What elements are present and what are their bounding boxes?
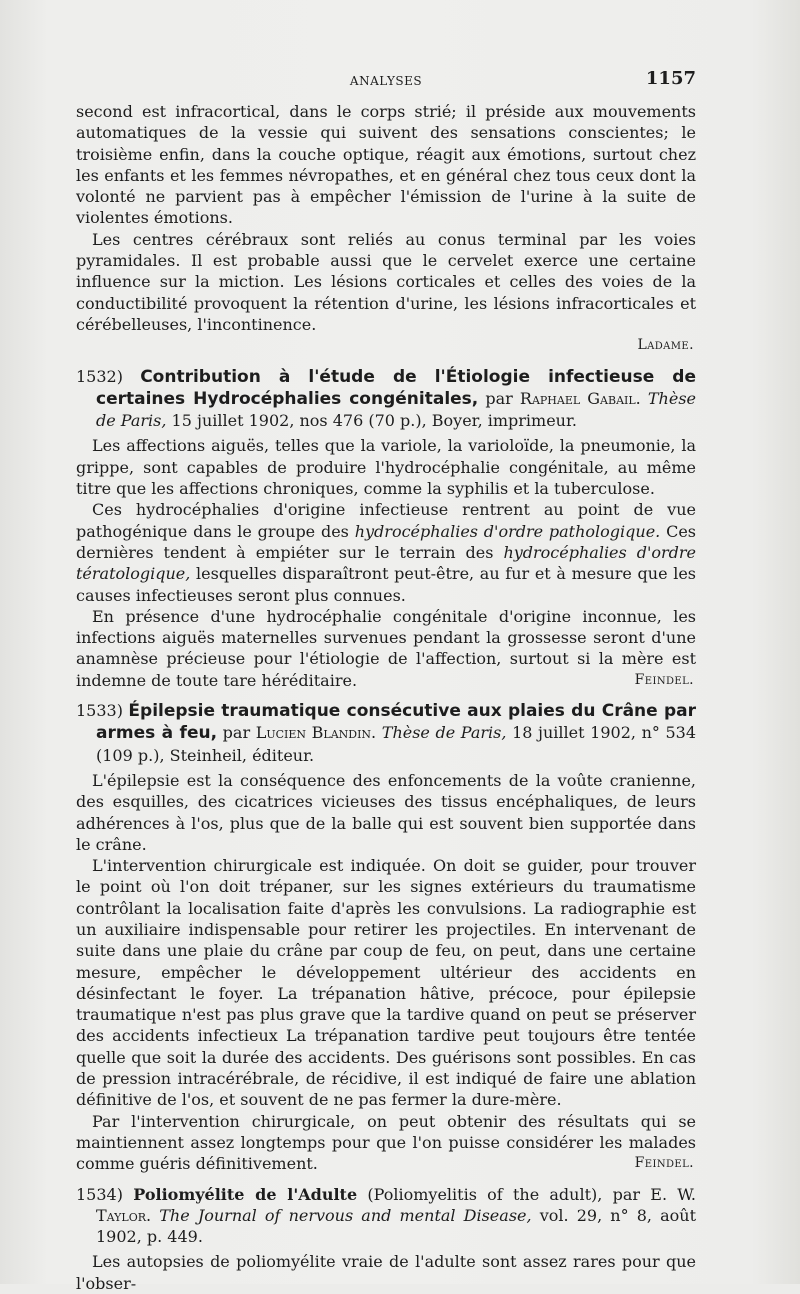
entry-1532-p3-text: En présence d'une hydrocéphalie congénitale d'origine inconnue, les infections aiguës maternelles survenues pendant la grossesse seront d'une anamnèse précieuse pour l'étiologie de l'affection, surtout si la mère est indemne de toute tare héréditaire. <box>76 606 696 690</box>
entry-1534-subtitle: (Poliomyelitis of the adult), par E. W. <box>367 1184 697 1204</box>
page-header <box>76 68 696 92</box>
entry-1534-heading <box>76 1184 696 1248</box>
entry-1534-title: Poliomyélite de l'Adulte <box>133 1184 358 1204</box>
entry-1532-p2-text-b: Ces dernières tendent à empiéter sur le terrain des <box>76 521 696 562</box>
entry-1532-source: Thèse de Paris, <box>96 388 696 431</box>
signature-ladame: Ladame. <box>637 337 694 354</box>
entry-1534-author: Taylor. <box>96 1205 152 1225</box>
entry-1533-p3-text: Par l'intervention chirurgicale, on peut obtenir des résultats qui se maintiennent assez longtemps pour que l'on puisse considérer les malades comme guéris définitivement. <box>76 1111 696 1174</box>
entry-1532-p2-italic-1: hydrocéphalies d'ordre pathologique. <box>354 521 661 541</box>
paragraph-centres: Les centres cérébraux sont reliés au conus terminal par les voies pyramidales. Il est probable aussi que le cervelet exerce une certaine influence sur la miction. Les lésions corticales et celles des voies de la conductibilité provoquent la rétention d'urine, les lésions infracorticales et cérébelleuses, l'incontinence. <box>76 229 696 334</box>
entry-1533-par: par <box>222 723 251 743</box>
paragraph-continued: second est infracortical, dans le corps strié; il préside aux mouvements automatiques de la vessie qui suivent des sensations conscientes; le troisième enfin, dans la couche optique, réagit aux émotions, surtout chez les enfants et les femmes névropathes, et en général chez tous ceux dont la volonté ne parvient pas à empêcher l'émission de l'urine à la suite de violentes émotions. <box>76 102 696 228</box>
entry-1534-number: 1534) <box>76 1184 123 1204</box>
entry-1532-paragraph-3 <box>76 606 696 691</box>
page-number: 1157 <box>645 68 696 89</box>
entry-1532-paragraph-2 <box>76 499 696 605</box>
entry-1532-details: 15 juillet 1902, nos 476 (70 p.), Boyer, imprimeur. <box>171 411 577 431</box>
signature-feindel-1532: Feindel. <box>634 671 694 688</box>
signature-feindel-1533: Feindel. <box>634 1155 694 1172</box>
entry-1532-p2-text-c: lesquelles disparaîtront peut-être, au fur et à mesure que les causes infectieuses seront plus connues. <box>76 564 697 605</box>
entry-1533-author: Lucien Blandin. <box>255 723 377 743</box>
entry-1532-title: Contribution à l'étude de l'Étiologie infectieuse de certaines Hydrocéphalies congénitales, <box>96 366 696 409</box>
entry-1532-author: Raphael Gabail. <box>519 388 641 408</box>
entry-1532-p2-text-a: Ces hydrocéphalies d'origine infectieuse rentrent au point de vue pathogénique dans le groupe des <box>76 500 696 541</box>
entry-1534-source: The Journal of nervous and mental Disease, <box>159 1205 532 1225</box>
entry-1532-paragraph-1: Les affections aiguës, telles que la variole, la varioloïde, la pneumonie, la grippe, sont capables de produire l'hydrocéphalie congénitale, au même titre que les affections chroniques, comme la syphilis et la tuberculose. <box>76 436 696 499</box>
running-title: ANALYSES <box>349 74 423 88</box>
entry-1532-heading <box>76 366 696 432</box>
entry-1532-par: par <box>485 388 513 408</box>
entry-1534-details: vol. 29, n° 8, août 1902, p. 449. <box>96 1205 696 1247</box>
entry-1533-heading <box>76 700 696 766</box>
page-body <box>76 101 696 1294</box>
entry-1533-paragraph-3 <box>76 1111 696 1175</box>
entry-1532-p2-italic-2: hydrocéphalies d'ordre tératologique, <box>76 542 696 584</box>
entry-1533-source: Thèse de Paris, <box>381 723 507 743</box>
entry-1532-number: 1532) <box>76 366 123 386</box>
entry-1533-paragraph-1: L'épilepsie est la conséquence des enfoncements de la voûte cranienne, des esquilles, des cicatrices vicieuses des tissus encéphaliques, de leurs adhérences à l'os, plus que de la balle qui est souvent bien supportée dans le crâne. <box>76 770 696 854</box>
entry-1533-number: 1533) <box>76 701 123 721</box>
entry-1533-title: Épilepsie traumatique consécutive aux plaies du Crâne par armes à feu, <box>96 701 696 744</box>
entry-1533-paragraph-2: L'intervention chirurgicale est indiquée. On doit se guider, pour trouver le point où l'on doit trépaner, sur les signes extérieurs du traumatisme contrôlant la localisation faite d'après les convulsions. La radiographie est un auxiliaire indispensable pour retirer les projectiles. En intervenant de suite dans une plaie du crâne par coup de feu, on peut, dans une certaine mesure, empêcher le développement ultérieur des accidents en désinfectant le foyer. La trépanation hâtive, précoce, pour épilepsie traumatique n'est pas plus grave que la tardive quand on peut se préserver des accidents infectieux La trépanation tardive peut toujours être tentée quelle que soit la durée des accidents. Des guérisons sont possibles. En cas de pression intracérébrale, de récidive, il est indiqué de faire une ablation définitive de l'os, et souvent de ne pas fermer la dure-mère. <box>76 856 696 1110</box>
entry-1534-paragraph-1: Les autopsies de poliomyélite vraie de l'adulte sont assez rares pour que l'obser- <box>76 1252 696 1293</box>
entry-1533-details: 18 juillet 1902, n° 534 (109 p.), Steinheil, éditeur. <box>96 723 697 765</box>
